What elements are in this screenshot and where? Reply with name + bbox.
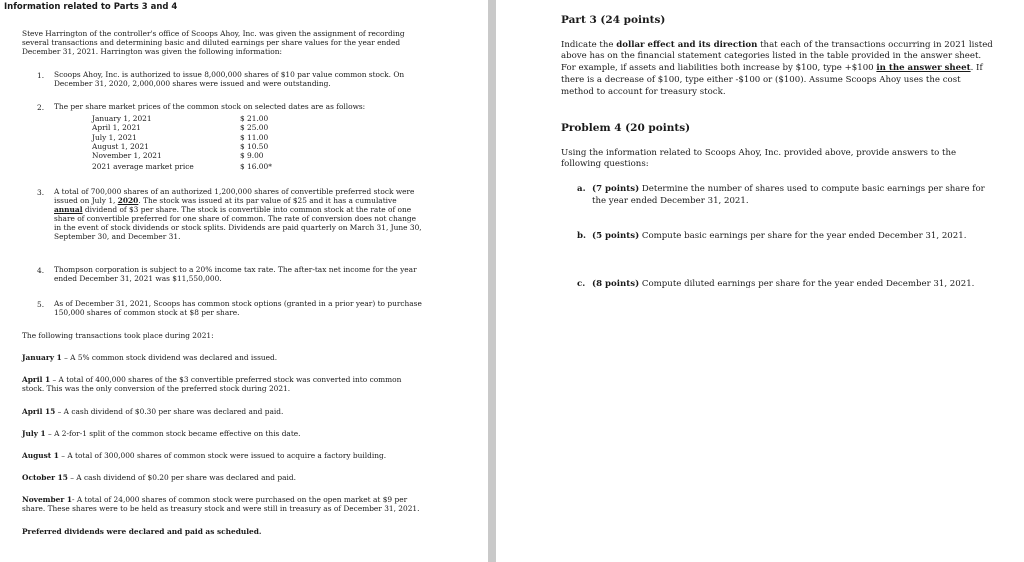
transaction-text: – A cash dividend of $0.30 per share was declared and paid. xyxy=(55,407,284,416)
item-1-line-1: Scoops Ahoy, Inc. is authorized to issue 8,000,000 shares of $10 par value common stock. On xyxy=(54,70,405,79)
part-3-line-2: above has on the financial statement categories listed in the table provided in the answer sheet. xyxy=(561,51,982,61)
price-row xyxy=(92,123,300,132)
item-5-line-1: As of December 31, 2021, Scoops has common stock options (granted in a prior year) to purchase xyxy=(54,299,422,308)
price-value: $ 16.00* xyxy=(240,162,272,172)
intro-line-1: Steve Harrington of the controller's office of Scoops Ahoy, Inc. was given the assignment of recording xyxy=(22,29,405,38)
closing-note: Preferred dividends were declared and paid as scheduled. xyxy=(22,527,262,536)
item-3-line-6: September 30, and December 31. xyxy=(54,232,181,241)
item-4-line-1: Thompson corporation is subject to a 20% income tax rate. The after-tax net income for the year xyxy=(54,265,417,274)
question-a-line-2: the year ended December 31, 2021. xyxy=(592,196,749,206)
price-row xyxy=(92,142,300,151)
price-date: August 1, 2021 xyxy=(92,141,149,151)
transaction-date: April 15 xyxy=(22,407,56,416)
item-2-number: 2. xyxy=(37,103,45,112)
transaction-date: August 1 xyxy=(22,451,59,460)
transaction-oct15 xyxy=(22,473,296,483)
intro-line-2: several transactions and determining basic and diluted earnings per share values for the year ended xyxy=(22,38,401,47)
question-b-line xyxy=(592,231,966,242)
transaction-nov1-cont: share. These shares were to be held as treasury stock and were still in treasury as of December 31, 2021. xyxy=(22,504,420,513)
item-4-number: 4. xyxy=(37,266,45,275)
transaction-date: January 1 xyxy=(22,353,62,362)
item-3-annual: annual xyxy=(54,205,83,214)
item-3-line-2-pre: issued on July 1, xyxy=(54,196,118,205)
question-b-label: b. xyxy=(577,231,587,241)
problem-4-title: Problem 4 (20 points) xyxy=(561,122,691,134)
item-3-line-4: share of convertible preferred for one share of common. The rate of conversion does not change xyxy=(54,214,416,223)
problem-4-line-1: Using the information related to Scoops Ahoy, Inc. provided above, provide answers to the xyxy=(561,148,957,158)
price-row xyxy=(92,151,300,160)
transaction-text: – A 2-for-1 split of the common stock became effective on this date. xyxy=(45,429,301,438)
part-3-line-5: method to account for treasury stock. xyxy=(561,87,726,97)
part-3-line-3 xyxy=(561,63,983,74)
price-value: $ 10.50 xyxy=(240,141,269,151)
transaction-jan1 xyxy=(22,353,277,363)
intro-line-3: December 31, 2021. Harrington was given the following information: xyxy=(22,47,282,56)
price-value: $ 25.00 xyxy=(240,123,269,133)
transaction-apr15 xyxy=(22,407,283,417)
part-3-line-3-post: . If xyxy=(970,63,983,73)
price-date: July 1, 2021 xyxy=(92,132,137,142)
question-a-label: a. xyxy=(577,184,586,194)
part-3-answer-sheet: in the answer sheet xyxy=(876,63,971,73)
price-value: $ 21.00 xyxy=(240,114,269,123)
part-3-title: Part 3 (24 points) xyxy=(561,14,666,26)
item-4-line-2: ended December 31, 2021 was $11,550,000. xyxy=(54,274,222,283)
price-value: $ 9.00 xyxy=(240,151,264,161)
item-2-lead: The per share market prices of the common stock on selected dates are as follows: xyxy=(54,102,366,111)
item-5-line-2: 150,000 shares of common stock at $8 per share. xyxy=(54,308,240,317)
transaction-text: – A total of 300,000 shares of common stock were issued to acquire a factory building. xyxy=(58,451,387,460)
price-table xyxy=(92,114,300,172)
item-1-line-2: December 31, 2020, 2,000,000 shares were issued and were outstanding. xyxy=(54,79,331,88)
price-row xyxy=(92,133,300,142)
problem-4-line-2: following questions: xyxy=(561,159,649,169)
transaction-apr1-cont: stock. This was the only conversion of the preferred stock during 2021. xyxy=(22,384,291,393)
part-3-line-4: there is a decrease of $100, type either -$100 or ($100). Assume Scoops Ahoy uses the cost xyxy=(561,75,961,85)
item-3-line-3-post: dividend of $3 per share. The stock is convertible into common stock at the rate of one xyxy=(82,205,412,214)
transaction-text: - A total of 24,000 shares of common stock were purchased on the open market at $9 per xyxy=(71,495,408,504)
question-b-points: (5 points) xyxy=(592,231,640,241)
transaction-date: July 1 xyxy=(22,429,46,438)
question-c-text: Compute diluted earnings per share for the year ended December 31, 2021. xyxy=(639,279,975,289)
price-date: November 1, 2021 xyxy=(92,151,162,161)
price-row xyxy=(92,162,300,171)
price-row xyxy=(92,114,300,123)
page-divider xyxy=(488,0,496,562)
transactions-lead: The following transactions took place during 2021: xyxy=(22,331,214,340)
transaction-text: – A total of 400,000 shares of the $3 convertible preferred stock was converted into common xyxy=(50,375,402,384)
item-3-line-2-post: . The stock was issued at its par value of $25 and it has a cumulative xyxy=(138,196,397,205)
item-3-number: 3. xyxy=(37,188,45,197)
part-3-line-3-pre: For example, if assets and liabilities both increase by $100, type +$100 xyxy=(561,63,877,73)
item-3-line-5: in the event of stock dividends or stock splits. Dividends are paid quarterly on March 31, June 30, xyxy=(54,223,422,232)
transaction-text: – A 5% common stock dividend was declared and issued. xyxy=(61,353,278,362)
transaction-date: November 1 xyxy=(22,495,72,504)
item-1-number: 1. xyxy=(37,71,45,80)
question-a-text: Determine the number of shares used to compute basic earnings per share for xyxy=(639,184,985,194)
transaction-text: – A cash dividend of $0.20 per share was declared and paid. xyxy=(67,473,296,482)
part-3-line-1-pre: Indicate the xyxy=(561,40,617,50)
left-document-page xyxy=(0,0,488,562)
price-date: January 1, 2021 xyxy=(92,114,152,123)
question-c-line xyxy=(592,279,974,290)
transaction-aug1 xyxy=(22,451,386,461)
question-c-points: (8 points) xyxy=(592,279,640,289)
question-a-line-1 xyxy=(592,184,985,195)
item-3-year: 2020 xyxy=(117,196,139,205)
item-3-line-1: A total of 700,000 shares of an authorized 1,200,000 shares of convertible preferred stock were xyxy=(54,187,415,196)
question-a-points: (7 points) xyxy=(592,184,640,194)
part-3-emphasis: dollar effect and its direction xyxy=(616,40,758,50)
part-3-line-1 xyxy=(561,40,993,51)
question-c-label: c. xyxy=(577,279,586,289)
transaction-jul1 xyxy=(22,429,301,439)
item-5-number: 5. xyxy=(37,300,45,309)
part-3-line-1-post: that each of the transactions occurring in 2021 listed xyxy=(757,40,993,50)
price-value: $ 11.00 xyxy=(240,132,269,142)
transaction-date: October 15 xyxy=(22,473,68,482)
right-document-page xyxy=(496,0,1024,562)
info-title: Information related to Parts 3 and 4 xyxy=(4,2,178,12)
question-b-text: Compute basic earnings per share for the year ended December 31, 2021. xyxy=(639,231,967,241)
transaction-date: April 1 xyxy=(22,375,51,384)
price-date: April 1, 2021 xyxy=(92,123,141,133)
price-date: 2021 average market price xyxy=(92,162,194,172)
